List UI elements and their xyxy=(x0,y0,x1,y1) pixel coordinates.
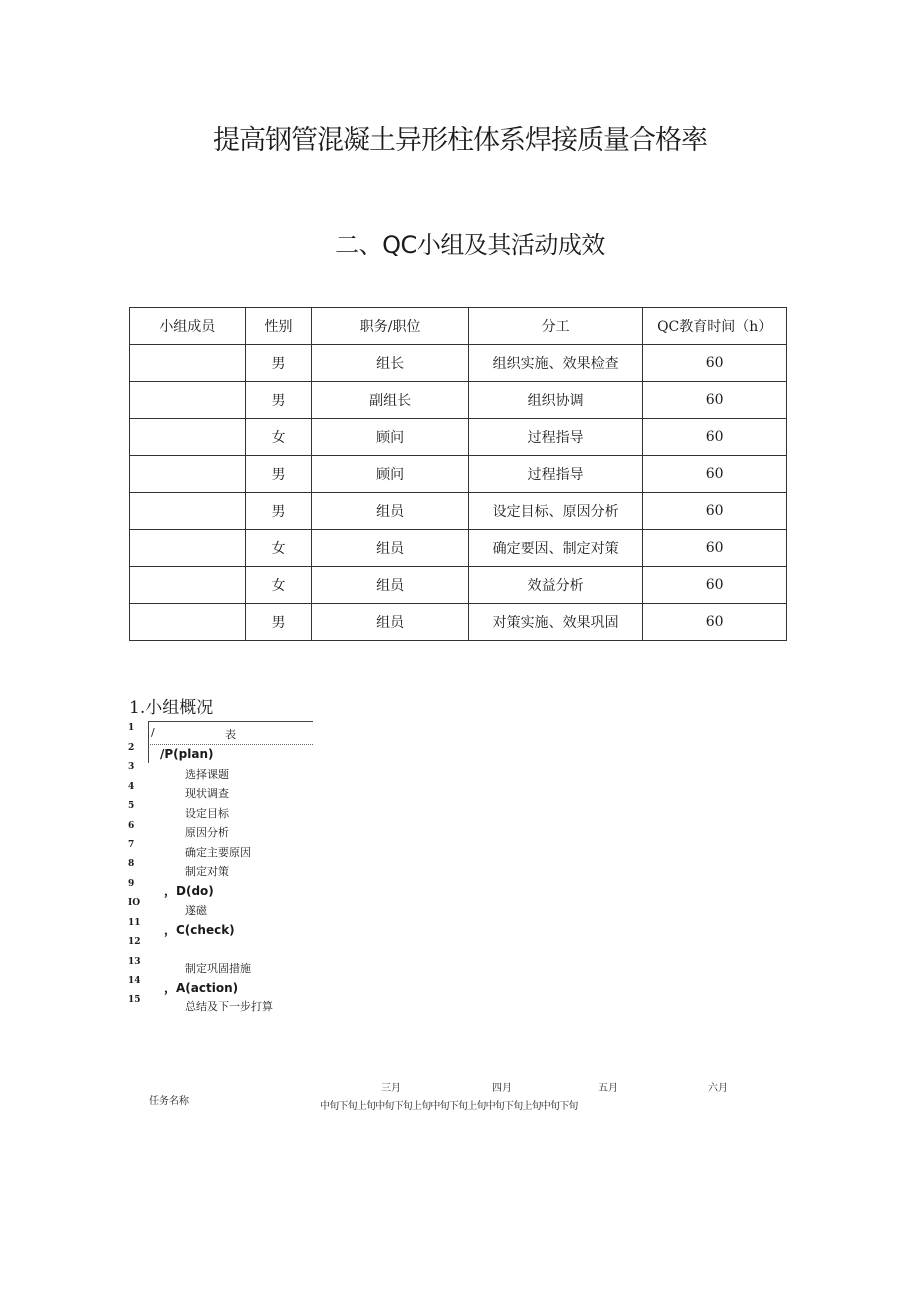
task-consolidate: 制定巩固措施 xyxy=(185,962,251,975)
row-number: 15 xyxy=(128,995,141,1005)
cell-task: 对策实施、效果巩固 xyxy=(468,604,642,641)
cell-name xyxy=(130,345,246,382)
table-header-row xyxy=(130,308,787,345)
cell-role: 组员 xyxy=(312,604,468,641)
overview-heading: 1.小组概况 xyxy=(129,698,214,718)
cell-gender: 男 xyxy=(245,604,312,641)
cell-hours: 60 xyxy=(643,345,787,382)
row-number: 9 xyxy=(128,879,135,889)
phase-do: ，D(do) xyxy=(164,884,214,898)
cell-gender: 男 xyxy=(245,493,312,530)
row-number: 2 xyxy=(128,743,135,753)
cell-name xyxy=(130,604,246,641)
cell-task: 过程指导 xyxy=(468,419,642,456)
cell-role: 副组长 xyxy=(312,382,468,419)
header-gender: 性别 xyxy=(245,308,312,345)
table-row xyxy=(130,567,787,604)
row-number: IO xyxy=(128,898,141,908)
row-number: 3 xyxy=(128,762,135,772)
cell-name xyxy=(130,382,246,419)
row-number: 5 xyxy=(128,801,135,811)
table-row xyxy=(130,530,787,567)
cell-task: 设定目标、原因分析 xyxy=(468,493,642,530)
task-countermeasures: 制定对策 xyxy=(185,865,229,878)
cell-gender: 女 xyxy=(245,530,312,567)
table-row xyxy=(130,456,787,493)
task-set-goal: 设定目标 xyxy=(185,807,229,820)
cell-gender: 女 xyxy=(245,419,312,456)
cell-role: 顾问 xyxy=(312,456,468,493)
header-task: 分工 xyxy=(468,308,642,345)
cell-task: 过程指导 xyxy=(468,456,642,493)
plan-header xyxy=(148,721,313,745)
header-label: 表 xyxy=(225,728,236,741)
gantt-month: 五月 xyxy=(598,1083,618,1094)
gantt-month: 六月 xyxy=(708,1083,728,1094)
cell-gender: 男 xyxy=(245,456,312,493)
cell-role: 组长 xyxy=(312,345,468,382)
cell-task: 效益分析 xyxy=(468,567,642,604)
cell-hours: 60 xyxy=(643,567,787,604)
table-row xyxy=(130,382,787,419)
gantt-periods: 中旬下旬上旬中旬下旬上旬中旬下旬上旬中旬下旬上旬中旬下旬 xyxy=(320,1101,578,1112)
row-number: 6 xyxy=(128,821,135,831)
row-number: 12 xyxy=(128,937,141,947)
task-status-survey: 现状调查 xyxy=(185,787,229,800)
cell-name xyxy=(130,456,246,493)
row-number: 8 xyxy=(128,859,135,869)
plan-left-rule xyxy=(148,743,149,763)
cell-role: 组员 xyxy=(312,493,468,530)
members-table xyxy=(129,307,787,641)
row-number: 14 xyxy=(128,976,141,986)
table-row xyxy=(130,493,787,530)
gantt-month: 三月 xyxy=(381,1083,401,1094)
section-title: 二、QC小组及其活动成效 xyxy=(335,231,605,259)
cell-task: 组织协调 xyxy=(468,382,642,419)
gantt-month: 四月 xyxy=(492,1083,512,1094)
cell-role: 组员 xyxy=(312,530,468,567)
cell-hours: 60 xyxy=(643,530,787,567)
task-select-topic: 选择课题 xyxy=(185,768,229,781)
phase-plan: /P(plan) xyxy=(160,747,214,761)
task-cause-analysis: 原因分析 xyxy=(185,826,229,839)
cell-name xyxy=(130,419,246,456)
cell-role: 组员 xyxy=(312,567,468,604)
table-row xyxy=(130,345,787,382)
header-slash: / xyxy=(151,726,155,739)
header-member: 小组成员 xyxy=(130,308,246,345)
cell-hours: 60 xyxy=(643,604,787,641)
task-summary: 总结及下一步打算 xyxy=(185,1000,273,1013)
header-role: 职务/职位 xyxy=(312,308,468,345)
cell-gender: 男 xyxy=(245,382,312,419)
table-row xyxy=(130,604,787,641)
cell-hours: 60 xyxy=(643,493,787,530)
cell-gender: 男 xyxy=(245,345,312,382)
cell-task: 组织实施、效果检查 xyxy=(468,345,642,382)
cell-hours: 60 xyxy=(643,419,787,456)
cell-gender: 女 xyxy=(245,567,312,604)
row-number: 13 xyxy=(128,957,141,967)
row-number: 1 xyxy=(128,723,135,733)
row-number: 11 xyxy=(128,918,141,928)
document-title: 提高钢管混凝土异形柱体系焊接质量合格率 xyxy=(213,125,707,156)
cell-name xyxy=(130,493,246,530)
row-number: 4 xyxy=(128,782,135,792)
table-row xyxy=(130,419,787,456)
cell-name xyxy=(130,530,246,567)
cell-role: 顾问 xyxy=(312,419,468,456)
phase-action: ，A(action) xyxy=(164,981,239,995)
task-implement: 遂磁 xyxy=(185,904,207,917)
cell-hours: 60 xyxy=(643,382,787,419)
cell-name xyxy=(130,567,246,604)
row-number: 7 xyxy=(128,840,135,850)
gantt-task-name-label: 任务名称 xyxy=(149,1096,189,1107)
task-main-cause: 确定主要原因 xyxy=(185,846,251,859)
cell-task: 确定要因、制定对策 xyxy=(468,530,642,567)
cell-hours: 60 xyxy=(643,456,787,493)
header-hours: QC教育时间（h） xyxy=(643,308,787,345)
phase-check: ，C(check) xyxy=(164,923,235,937)
